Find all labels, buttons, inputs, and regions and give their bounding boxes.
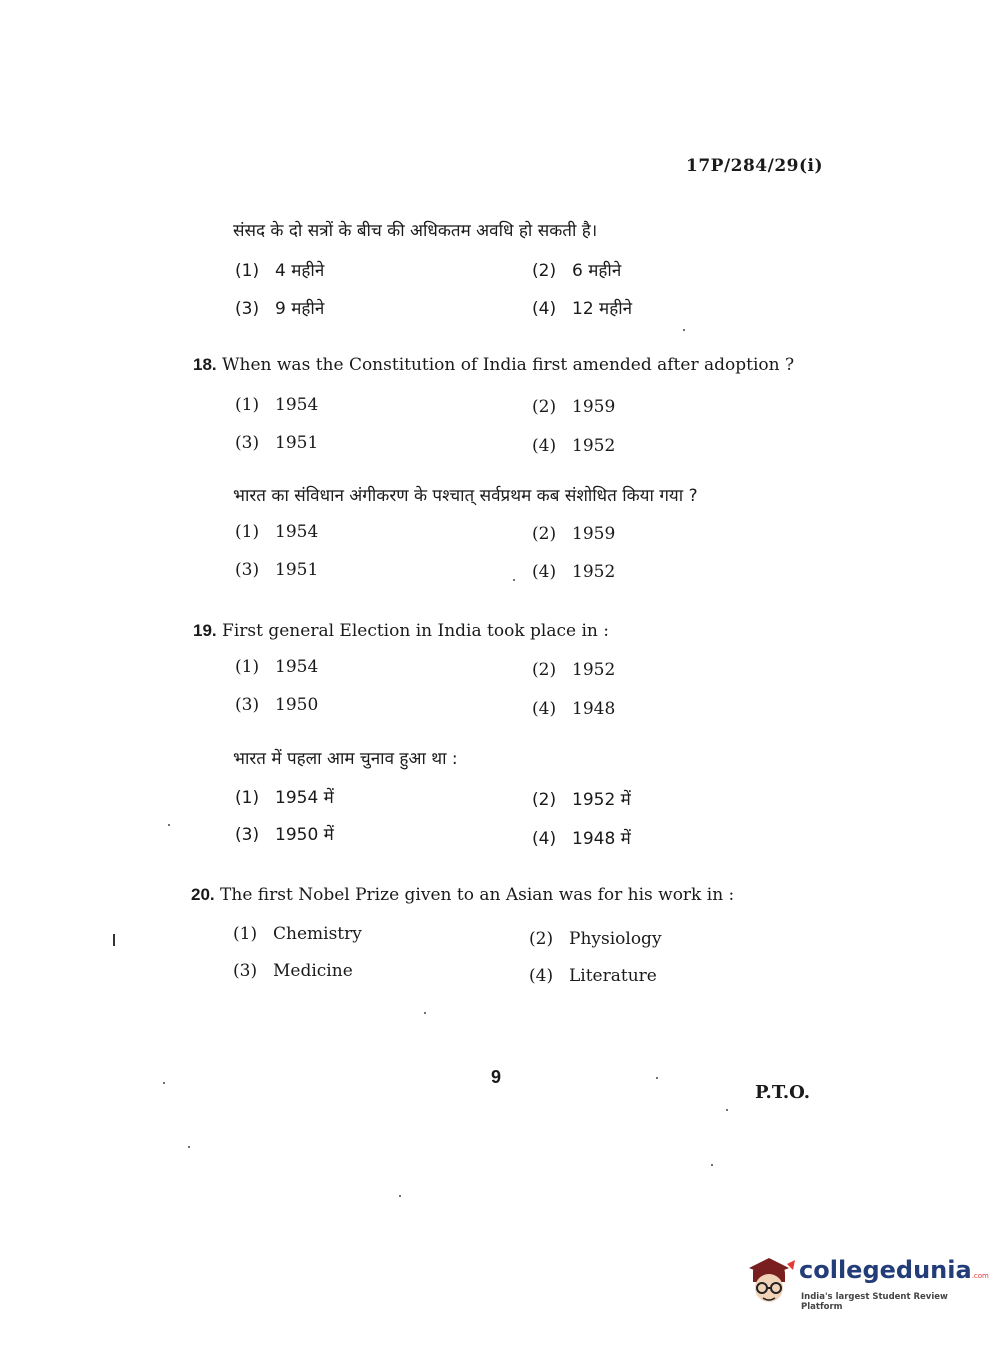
- q19-number: 19.: [193, 621, 217, 640]
- scan-speck: [163, 1082, 165, 1084]
- q17-option-2: (2) 6 महीने: [532, 261, 622, 281]
- q18-hindi-option-3: (3) 1951: [235, 560, 319, 580]
- page-number: 9: [491, 1067, 502, 1087]
- q18-option-1: (1) 1954: [235, 395, 319, 415]
- q18-option-4: (4) 1952: [532, 436, 616, 456]
- scan-speck: [188, 1146, 190, 1148]
- q20-question: [191, 885, 734, 905]
- scan-speck: [168, 824, 170, 826]
- q19-hindi-text: भारत में पहला आम चुनाव हुआ था :: [233, 749, 458, 769]
- logo-tagline: India's largest Student Review Platform: [801, 1292, 948, 1312]
- q19-hindi-option-4: (4) 1948 में: [532, 829, 631, 849]
- scan-speck: [711, 1164, 713, 1166]
- q17-option-4: (4) 12 महीने: [532, 299, 633, 319]
- q18-question: [193, 355, 794, 375]
- q20-text: The first Nobel Prize given to an Asian was for his work in :: [220, 885, 735, 905]
- q18-text: When was the Constitution of India first amended after adoption ?: [222, 355, 795, 375]
- paper-code: 17P/284/29(i): [686, 156, 824, 176]
- q19-hindi-option-1: (1) 1954 में: [235, 788, 334, 808]
- q18-hindi-option-2: (2) 1959: [532, 524, 616, 544]
- pto-label: P.T.O.: [755, 1082, 811, 1103]
- q20-option-1: (1) Chemistry: [233, 924, 362, 944]
- q17-option-3: (3) 9 महीने: [235, 299, 325, 319]
- logo-name: collegedunia.com: [799, 1256, 989, 1284]
- mascot-icon: [743, 1254, 795, 1310]
- q20-number: 20.: [191, 885, 215, 904]
- q20-option-3: (3) Medicine: [233, 961, 353, 981]
- q17-hindi-text: संसद के दो सत्रों के बीच की अधिकतम अवधि हो सकती है।: [233, 221, 598, 241]
- q18-hindi-option-4: (4) 1952: [532, 562, 616, 582]
- q19-option-4: (4) 1948: [532, 699, 616, 719]
- q18-option-3: (3) 1951: [235, 433, 319, 453]
- scan-speck: [513, 579, 515, 581]
- q19-option-1: (1) 1954: [235, 657, 319, 677]
- q20-option-2: (2) Physiology: [529, 929, 662, 949]
- q18-option-2: (2) 1959: [532, 397, 616, 417]
- q19-option-3: (3) 1950: [235, 695, 319, 715]
- scan-speck: [683, 329, 685, 331]
- q18-hindi-option-1: (1) 1954: [235, 522, 319, 542]
- q19-text: First general Election in India took place in :: [222, 621, 609, 641]
- q19-hindi-option-3: (3) 1950 में: [235, 825, 334, 845]
- margin-mark: [113, 934, 115, 946]
- q19-question: [193, 621, 609, 641]
- logo-suffix: .com: [971, 1272, 989, 1280]
- q19-hindi-option-2: (2) 1952 में: [532, 790, 631, 810]
- scan-speck: [424, 1012, 426, 1014]
- scan-speck: [726, 1109, 728, 1111]
- q19-option-2: (2) 1952: [532, 660, 616, 680]
- scan-speck: [656, 1077, 658, 1079]
- q20-option-4: (4) Literature: [529, 966, 657, 986]
- q18-number: 18.: [193, 355, 217, 374]
- collegedunia-logo: [743, 1250, 989, 1314]
- q18-hindi-text: भारत का संविधान अंगीकरण के पश्चात् सर्वप्रथम कब संशोधित किया गया ?: [233, 486, 698, 506]
- q17-option-1: (1) 4 महीने: [235, 261, 325, 281]
- scan-speck: [399, 1195, 401, 1197]
